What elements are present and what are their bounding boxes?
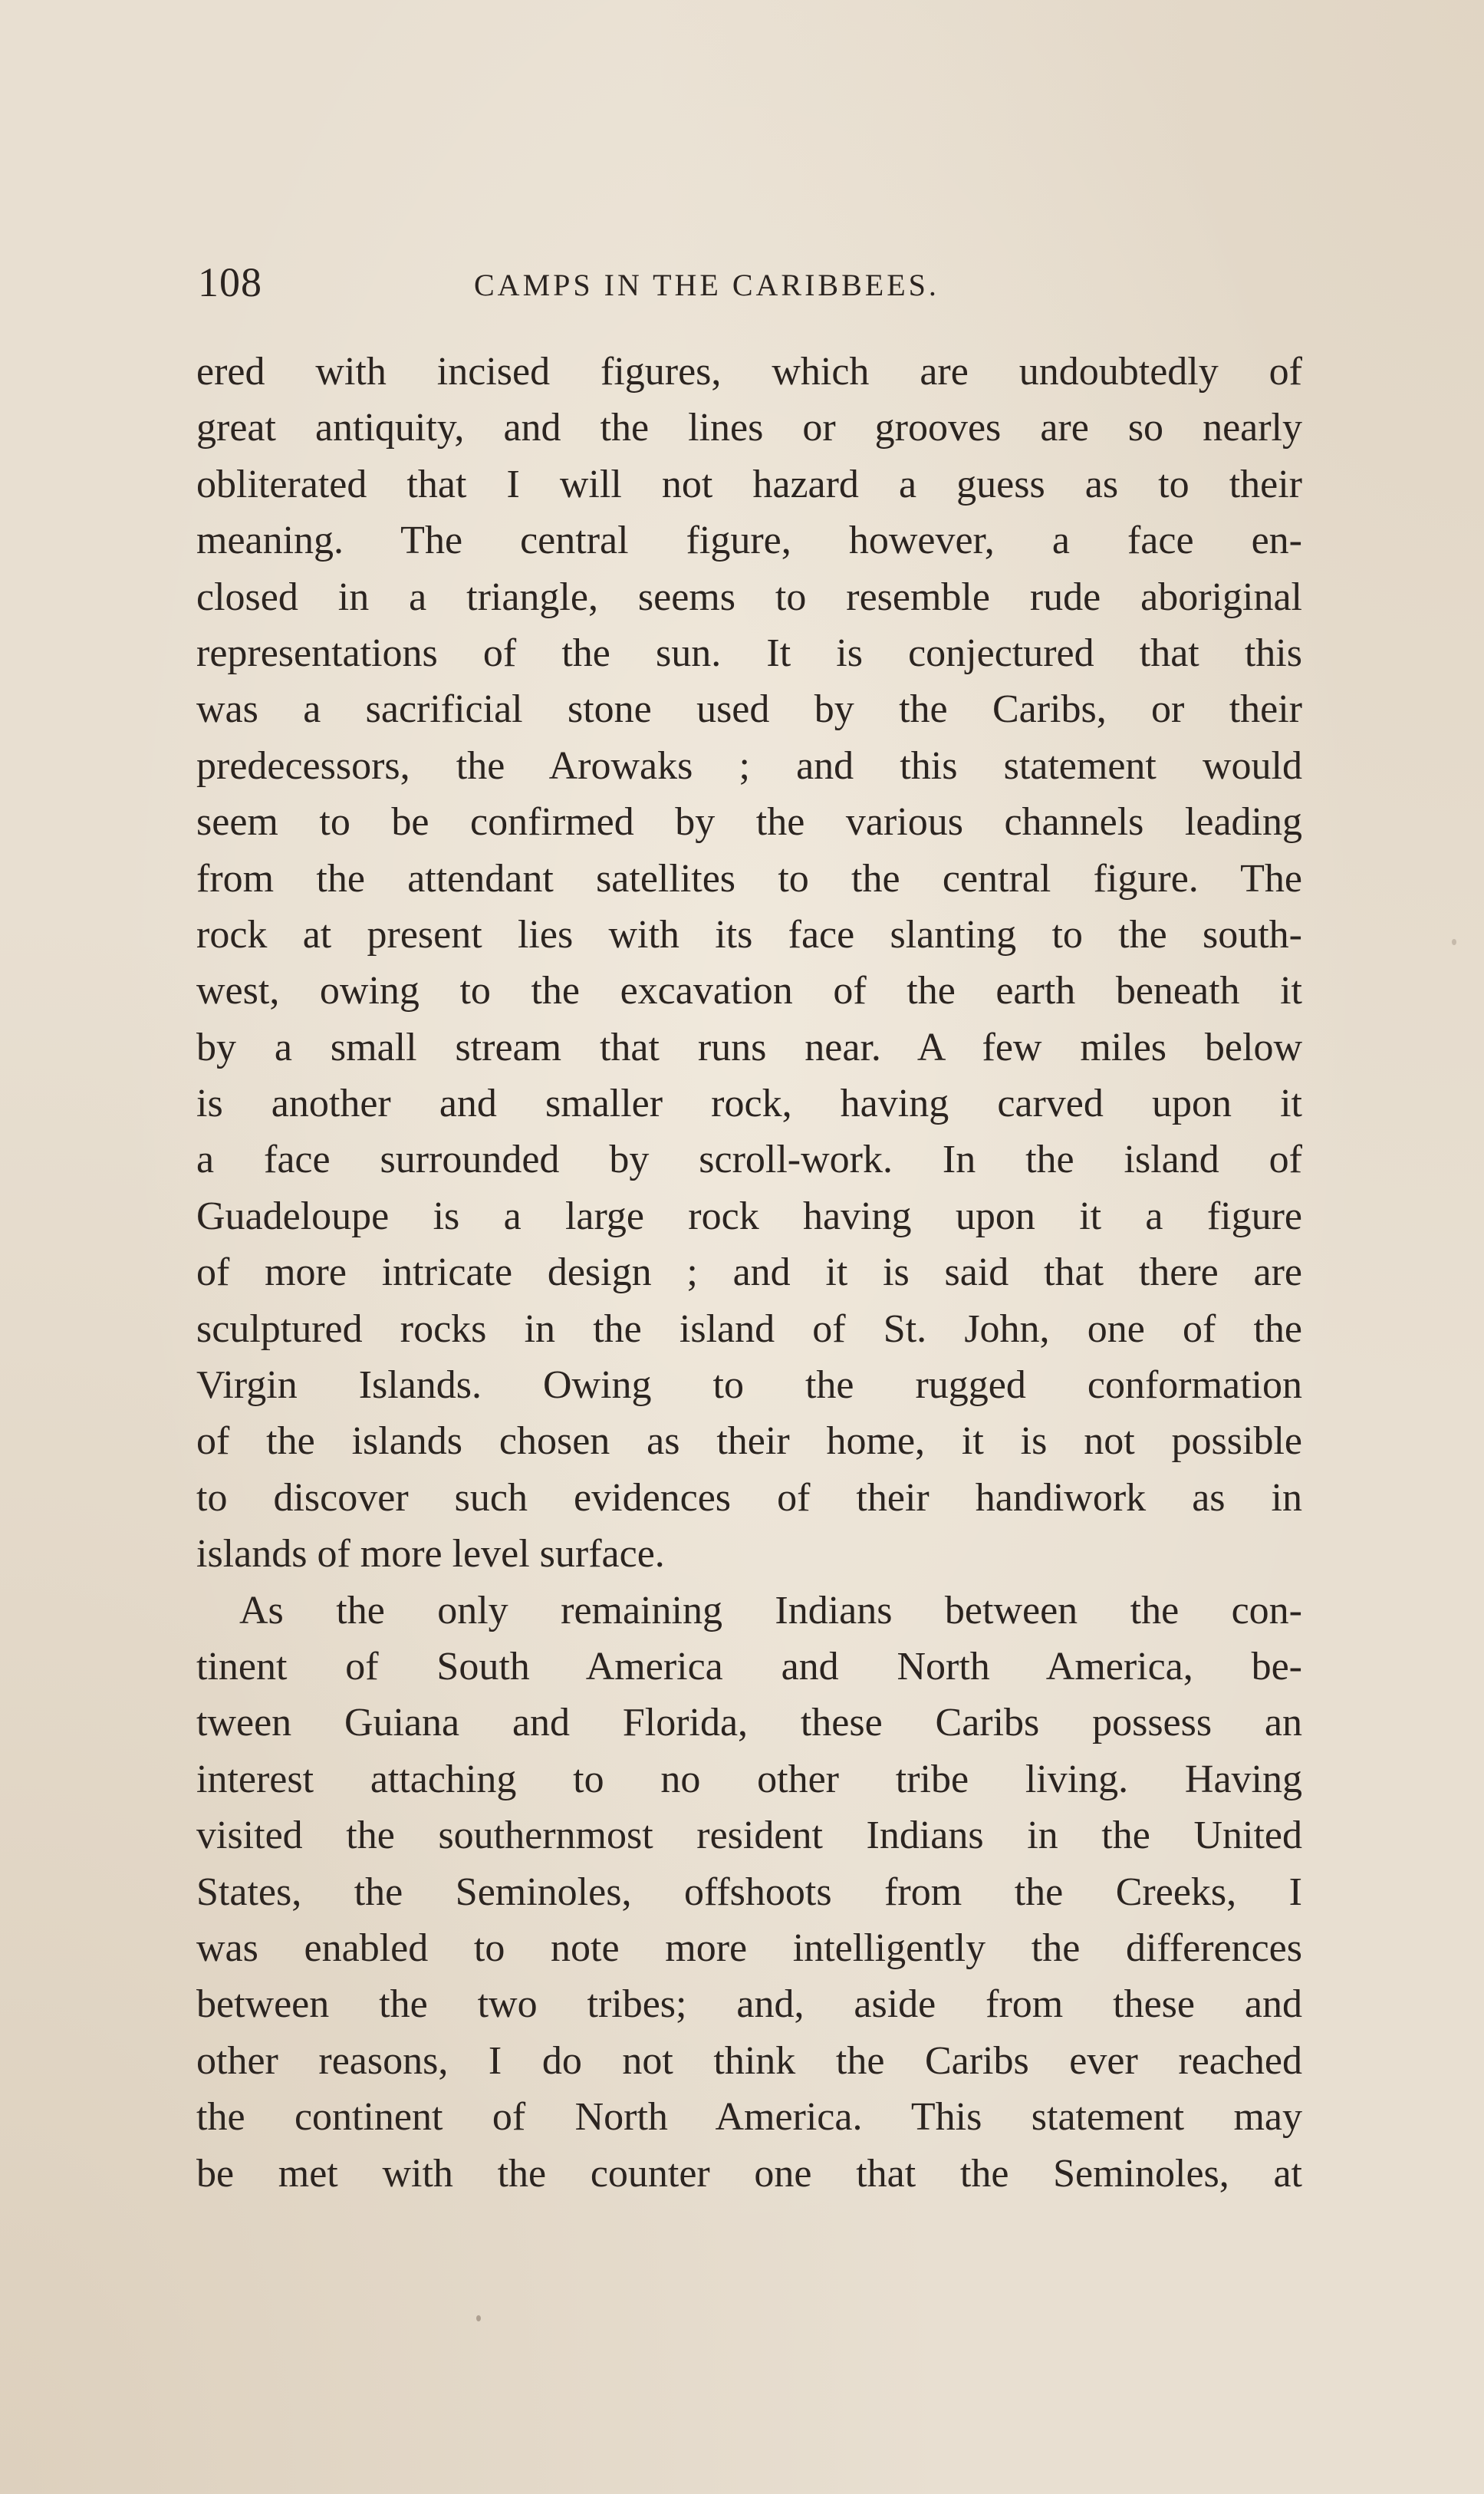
text-line: ered with incised figures, which are undoubtedly of xyxy=(196,350,1302,394)
text-line: visited the southernmost resident Indians in the United xyxy=(196,1814,1302,1858)
paper-speck xyxy=(476,2315,481,2321)
body-text xyxy=(196,344,1302,2202)
text-line: islands of more level surface. xyxy=(196,1532,665,1576)
text-line: was a sacrificial stone used by the Caribs, or their xyxy=(196,687,1302,732)
text-line: sculptured rocks in the island of St. John, one of the xyxy=(196,1306,1302,1351)
text-line: of the islands chosen as their home, it is not possible xyxy=(196,1419,1302,1464)
text-line: interest attaching to no other tribe living. Having xyxy=(196,1757,1302,1801)
paragraph-2 xyxy=(196,1583,1302,2202)
text-line: west, owing to the excavation of the earth beneath it xyxy=(196,969,1302,1013)
text-line: meaning. The central figure, however, a face en- xyxy=(196,519,1302,563)
text-line: tween Guiana and Florida, these Caribs possess an xyxy=(196,1701,1302,1745)
text-line: of more intricate design ; and it is said that there are xyxy=(196,1250,1302,1295)
text-line: Guadeloupe is a large rock having upon it a figure xyxy=(196,1194,1302,1238)
text-line: obliterated that I will not hazard a guess as to their xyxy=(196,462,1302,506)
paragraph-1 xyxy=(196,344,1302,1583)
text-line: rock at present lies with its face slanting to the south- xyxy=(196,912,1302,957)
text-line: from the attendant satellites to the central figure. The xyxy=(196,856,1302,901)
text-line: to discover such evidences of their handiwork as in xyxy=(196,1475,1302,1520)
text-line: predecessors, the Arowaks ; and this statement would xyxy=(196,743,1302,788)
text-line: is another and smaller rock, having carved upon it xyxy=(196,1082,1302,1126)
text-line: Virgin Islands. Owing to the rugged conformation xyxy=(196,1363,1302,1408)
text-line: was enabled to note more intelligently the differences xyxy=(196,1926,1302,1970)
text-line: closed in a triangle, seems to resemble rude aboriginal xyxy=(196,575,1302,619)
text-line: by a small stream that runs near. A few miles below xyxy=(196,1025,1302,1069)
text-line: be met with the counter one that the Seminoles, at xyxy=(196,2151,1302,2196)
text-line: tinent of South America and North America, be- xyxy=(196,1644,1302,1688)
paper-speck xyxy=(1452,939,1456,945)
text-line: States, the Seminoles, offshoots from the Creeks, I xyxy=(196,1870,1302,1914)
page-number: 108 xyxy=(198,259,262,305)
text-line: between the two tribes; and, aside from these and xyxy=(196,1982,1302,2027)
text-line: seem to be confirmed by the various channels leading xyxy=(196,800,1302,845)
text-line: other reasons, I do not think the Caribs ever reached xyxy=(196,2038,1302,2083)
running-title: CAMPS IN THE CARIBBEES. xyxy=(474,268,939,302)
running-head xyxy=(198,259,1302,305)
text-line: As the only remaining Indians between the con- xyxy=(239,1588,1302,1632)
text-line: representations of the sun. It is conjectured that this xyxy=(196,631,1302,675)
text-line: great antiquity, and the lines or grooves are so nearly xyxy=(196,406,1302,450)
text-line: a face surrounded by scroll-work. In the island of xyxy=(196,1138,1302,1182)
text-line: the continent of North America. This statement may xyxy=(196,2095,1302,2140)
